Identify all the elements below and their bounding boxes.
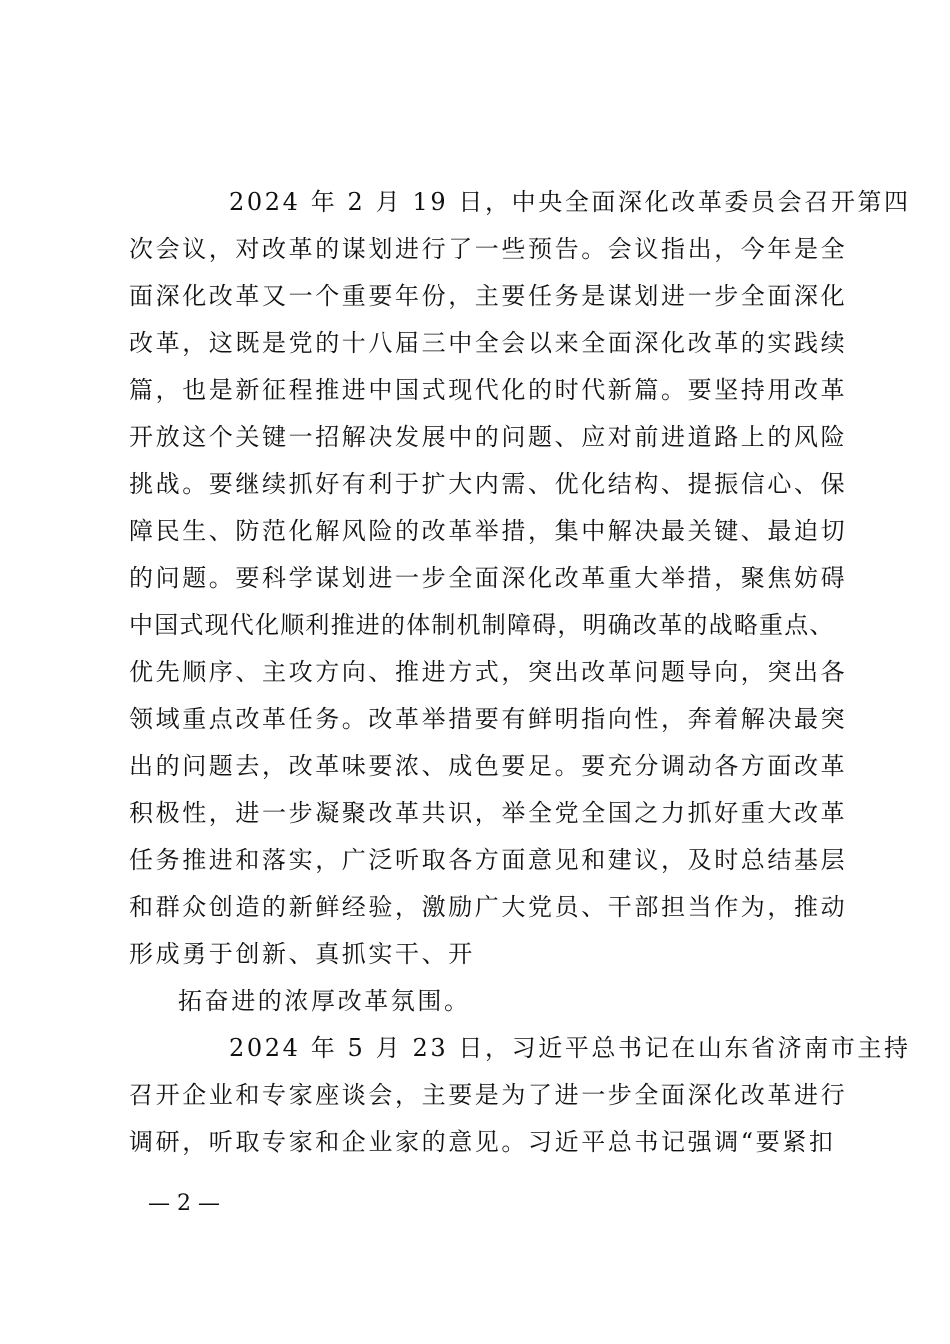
text-line: 面深化改革又一个重要年份，主要任务是谋划进一步全面深化 xyxy=(129,282,848,310)
text-line: 改革，这既是党的十八届三中全会以来全面深化改革的实践续 xyxy=(129,329,848,357)
text-line: 形成勇于创新、真抓实干、开 xyxy=(129,940,475,968)
text-line: 2024 年 5 月 23 日，习近平总书记在山东省济南市主持 xyxy=(229,1034,911,1062)
text-line: 篇，也是新征程推进中国式现代化的时代新篇。要坚持用改革 xyxy=(129,376,848,404)
text-line: 领域重点改革任务。改革举措要有鲜明指向性，奔着解决最突 xyxy=(129,705,848,733)
text-line: 召开企业和专家座谈会，主要是为了进一步全面深化改革进行 xyxy=(129,1081,848,1109)
text-line: 优先顺序、主攻方向、推进方式，突出改革问题导向，突出各 xyxy=(129,658,848,686)
text-line: 出的问题去，改革味要浓、成色要足。要充分调动各方面改革 xyxy=(129,752,848,780)
text-line: 拓奋进的浓厚改革氛围。 xyxy=(178,987,471,1015)
text-line: 任务推进和落实，广泛听取各方面意见和建议，及时总结基层 xyxy=(129,846,848,874)
text-line: 积极性，进一步凝聚改革共识，举全党全国之力抓好重大改革 xyxy=(129,799,848,827)
text-line: 调研，听取专家和企业家的意见。习近平总书记强调“要紧扣 xyxy=(129,1128,836,1156)
text-line: 挑战。要继续抓好有利于扩大内需、优化结构、提振信心、保 xyxy=(129,470,848,498)
text-line: 2024 年 2 月 19 日，中央全面深化改革委员会召开第四 xyxy=(229,188,911,216)
text-line: 开放这个关键一招解决发展中的问题、应对前进道路上的风险 xyxy=(129,423,848,451)
text-line: 和群众创造的新鲜经验，激励广大党员、干部担当作为，推动 xyxy=(129,893,848,921)
page-number: — 2 — xyxy=(148,1191,220,1216)
text-line: 中国式现代化顺利推进的体制机制障碍，明确改革的战略重点、 xyxy=(129,611,835,639)
text-line: 的问题。要科学谋划进一步全面深化改革重大举措，聚焦妨碍 xyxy=(129,564,848,592)
text-line: 障民生、防范化解风险的改革举措，集中解决最关键、最迫切 xyxy=(129,517,848,545)
text-line: 次会议，对改革的谋划进行了一些预告。会议指出，今年是全 xyxy=(129,235,848,263)
